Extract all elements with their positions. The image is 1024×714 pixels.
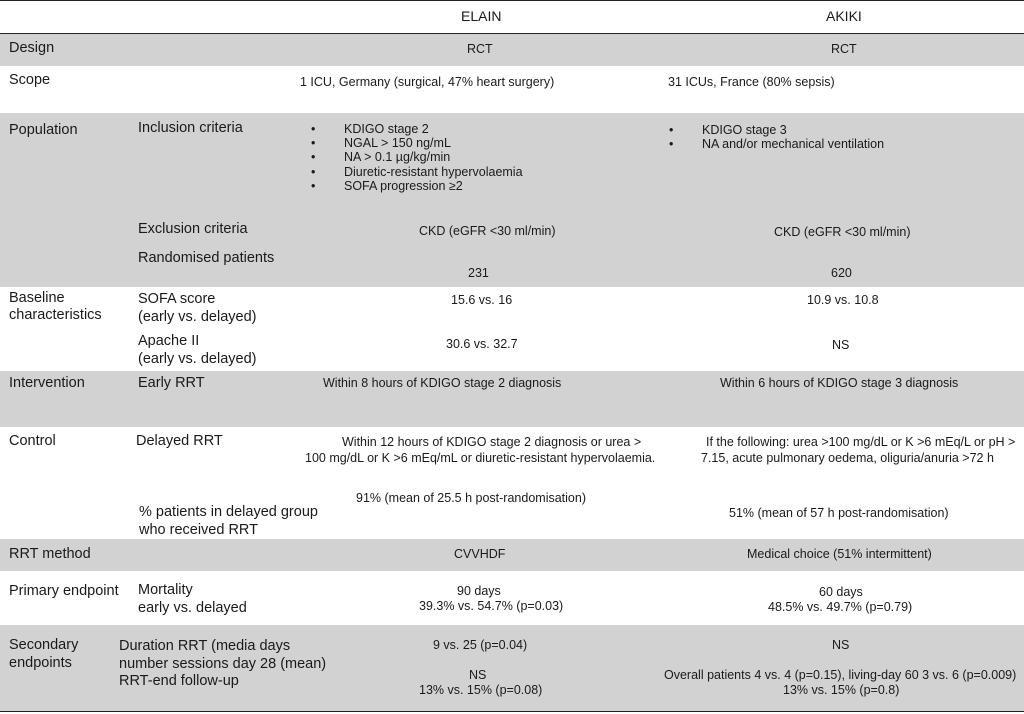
pct-label-line2: who received RRT [139,522,259,538]
header-rule [0,33,1024,34]
exclusion-criteria-label: Exclusion criteria [138,221,248,237]
sofa-label-line2: (early vs. delayed) [138,309,257,325]
secondary-akiki-line2: Overall patients 4 vs. 4 (p=0.15), living-day 60 3 vs. 6 (p=0.009) [664,668,1017,682]
column-header-elain: ELAIN [461,8,502,24]
design-akiki: RCT [831,42,857,56]
intervention-label: Intervention [9,375,85,391]
mortality-label-line1: Mortality [138,582,193,598]
apache-elain: 30.6 vs. 32.7 [446,337,518,351]
inclusion-list-elain [311,122,523,193]
list-item: • SOFA progression ≥2 [311,179,523,193]
delayed-elain-line1: Within 12 hours of KDIGO stage 2 diagnosis or urea > [342,435,642,449]
scope-akiki: 31 ICUs, France (80% sepsis) [668,75,835,89]
header-band [0,0,1024,33]
exclusion-akiki: CKD (eGFR <30 ml/min) [774,225,911,239]
list-item: • NGAL > 150 ng/mL [311,136,523,150]
secondary-elain-line2: NS [469,668,487,682]
design-elain: RCT [467,42,493,56]
sofa-akiki: 10.9 vs. 10.8 [807,293,879,307]
rrt-method-elain: CVVHDF [454,547,506,561]
baseline-label-line1: Baseline [9,290,65,306]
primary-elain-line2: 39.3% vs. 54.7% (p=0.03) [419,599,564,613]
delayed-rrt-label: Delayed RRT [136,433,223,449]
bottom-rule [0,711,1024,712]
secondary-elain-line3: 13% vs. 15% (p=0.08) [419,683,543,697]
exclusion-elain: CKD (eGFR <30 ml/min) [419,224,556,238]
column-header-akiki: AKIKI [826,8,862,24]
randomised-patients-label: Randomised patients [138,250,275,266]
scope-label: Scope [9,72,51,88]
list-item: • NA > 0.1 µg/kg/min [311,150,523,164]
delayed-akiki-line2: 7.15, acute pulmonary oedema, oliguria/anuria >72 h [701,451,994,465]
scope-elain: 1 ICU, Germany (surgical, 47% heart surgery) [300,75,555,89]
pct-elain: 91% (mean of 25.5 h post-randomisation) [356,491,586,505]
population-label: Population [9,122,78,138]
secondary-akiki-line1: NS [832,638,850,652]
inclusion-list-akiki [669,123,884,151]
design-band [0,34,1024,66]
pct-label-line1: % patients in delayed group [139,504,318,520]
secondary-akiki-line3: 13% vs. 15% (p=0.8) [783,683,900,697]
sofa-label-line1: SOFA score [138,291,216,307]
pct-akiki: 51% (mean of 57 h post-randomisation) [729,506,949,520]
randomised-akiki: 620 [831,266,852,280]
secondary-sub-line1: Duration RRT (media days [119,638,291,654]
primary-endpoint-label: Primary endpoint [9,583,119,599]
randomised-elain: 231 [468,266,489,280]
intervention-akiki: Within 6 hours of KDIGO stage 3 diagnosis [720,376,959,390]
baseline-label-line2: characteristics [9,307,102,323]
secondary-label-line1: Secondary [9,637,79,653]
control-label: Control [9,433,56,449]
top-rule [0,0,1024,1]
primary-elain-line1: 90 days [457,584,501,598]
secondary-sub-line3: RRT-end follow-up [119,673,239,689]
list-item: • KDIGO stage 2 [311,122,523,136]
design-label: Design [9,40,55,56]
secondary-label-line2: endpoints [9,655,72,671]
rrt-method-akiki: Medical choice (51% intermittent) [747,547,932,561]
mortality-label-line2: early vs. delayed [138,600,247,616]
inclusion-criteria-label: Inclusion criteria [138,120,243,136]
sofa-elain: 15.6 vs. 16 [451,293,513,307]
secondary-sub-line2: number sessions day 28 (mean) [119,656,327,672]
intervention-elain: Within 8 hours of KDIGO stage 2 diagnosis [323,376,562,390]
apache-label-line1: Apache II [138,333,200,349]
rrt-method-label: RRT method [9,546,91,562]
list-item: • Diuretic-resistant hypervolaemia [311,165,523,179]
primary-akiki-line2: 48.5% vs. 49.7% (p=0.79) [768,600,913,614]
apache-akiki: NS [832,338,850,352]
delayed-akiki-line1: If the following: urea >100 mg/dL or K >6 mEq/L or pH > [706,435,1016,449]
list-item: • KDIGO stage 3 [669,123,884,137]
secondary-elain-line1: 9 vs. 25 (p=0.04) [433,638,528,652]
early-rrt-label: Early RRT [138,375,205,391]
primary-akiki-line1: 60 days [819,585,863,599]
list-item: • NA and/or mechanical ventilation [669,137,884,151]
delayed-elain-line2: 100 mg/dL or K >6 mEq/mL or diuretic-resistant hypervolaemia. [305,451,656,465]
apache-label-line2: (early vs. delayed) [138,351,257,367]
